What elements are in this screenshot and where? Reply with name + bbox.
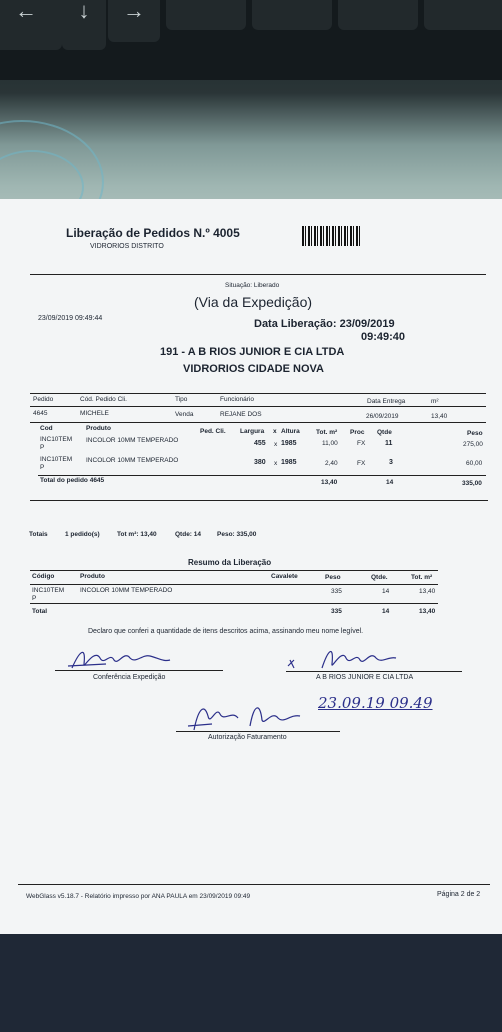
divider xyxy=(30,584,438,585)
items-col-cod: Cod xyxy=(40,425,53,432)
item-altura: 1985 xyxy=(281,459,297,466)
totals-label: Totais xyxy=(29,531,48,538)
signature-client xyxy=(284,640,404,674)
col-funcionario: Funcionário xyxy=(220,396,254,403)
document-title: Liberação de Pedidos N.º 4005 xyxy=(66,226,240,240)
signature-line xyxy=(55,670,223,671)
order-total-label: Total do pedido 4645 xyxy=(40,477,105,484)
resumo-col-qtde: Qtde. xyxy=(371,574,388,581)
autorizacao-label: Autorização Faturamento xyxy=(208,734,287,741)
resumo-col-cavalete: Cavalete xyxy=(271,573,298,580)
item-cod-cont: P xyxy=(40,464,45,471)
via-label: (Via da Expedição) xyxy=(194,294,313,310)
handwritten-date: 23.09.19 09.49 xyxy=(318,694,433,712)
resumo-qtde: 14 xyxy=(382,588,390,595)
arrow-left-icon: ← xyxy=(15,0,37,23)
keyboard-key xyxy=(108,0,160,42)
signature-conferencia xyxy=(66,642,176,672)
item-qtde: 11 xyxy=(385,440,393,447)
divider xyxy=(30,603,438,604)
signature-line xyxy=(176,731,340,732)
order-total-qtde: 14 xyxy=(386,479,394,486)
totals-m2: Tot m²: 13,40 xyxy=(117,531,157,538)
client-name: 191 - A B RIOS JUNIOR E CIA LTDA xyxy=(160,346,345,358)
item-largura: 380 xyxy=(254,459,266,466)
data-liberacao: Data Liberação: 23/09/2019 xyxy=(254,318,395,330)
item-peso: 275,00 xyxy=(463,441,483,448)
divider xyxy=(30,406,486,407)
resumo-col-tot-m2: Tot. m² xyxy=(411,574,433,581)
resumo-title: Resumo da Liberação xyxy=(188,558,272,567)
barcode xyxy=(302,226,362,246)
resumo-col-produto: Produto xyxy=(80,573,105,580)
items-col-proc: Proc xyxy=(350,429,365,436)
item-x: x xyxy=(274,460,278,467)
items-col-qtde: Qtde xyxy=(377,429,392,436)
col-m2: m² xyxy=(431,398,439,405)
col-cod-pedido-cli: Cód. Pedido Cli. xyxy=(80,396,127,403)
resumo-total-m2: 13,40 xyxy=(419,608,436,615)
items-col-x: x xyxy=(273,428,277,435)
keyboard xyxy=(0,0,502,80)
resumo-col-codigo: Código xyxy=(32,573,55,580)
document-subtitle: VIDRORIOS DISTRITO xyxy=(90,243,164,250)
keyboard-key xyxy=(424,0,502,30)
keyboard-key xyxy=(252,0,332,30)
resumo-col-peso: Peso xyxy=(325,574,341,581)
resumo-total-label: Total xyxy=(32,608,48,615)
items-col-ped-cli: Ped. Cli. xyxy=(200,428,226,435)
totals-pedidos: 1 pedido(s) xyxy=(65,531,100,538)
col-pedido: Pedido xyxy=(33,396,54,403)
divider xyxy=(30,570,438,571)
resumo-codigo: INC10TEM xyxy=(32,587,65,594)
col-data-entrega: Data Entrega xyxy=(367,398,406,405)
divider xyxy=(30,422,486,423)
arrow-down-icon: ↓ xyxy=(78,0,90,23)
timestamp: 23/09/2019 09:49:44 xyxy=(38,315,103,322)
conferencia-label: Conferência Expedição xyxy=(93,674,166,681)
resumo-codigo-cont: P xyxy=(32,595,37,602)
signature-autorizacao xyxy=(180,696,310,734)
order-total-m2: 13,40 xyxy=(321,479,338,486)
items-col-altura: Altura xyxy=(281,428,300,435)
keyboard-key xyxy=(0,0,62,50)
item-largura: 455 xyxy=(254,440,266,447)
order-pedido: 4645 xyxy=(33,410,48,417)
item-tot-m2: 2,40 xyxy=(325,460,338,467)
hora-liberacao: 09:49:40 xyxy=(361,331,406,343)
keyboard-key xyxy=(166,0,246,30)
keyboard-key xyxy=(338,0,418,30)
divider xyxy=(38,475,486,476)
item-proc: FX xyxy=(357,440,366,447)
item-produto: INCOLOR 10MM TEMPERADO xyxy=(86,457,179,464)
item-x: x xyxy=(274,441,278,448)
signature-line xyxy=(286,671,462,672)
order-data-entrega: 26/09/2019 xyxy=(366,413,399,420)
client-signature-label: A B RIOS JUNIOR E CIA LTDA xyxy=(316,674,414,681)
client-branch: VIDRORIOS CIDADE NOVA xyxy=(183,363,324,375)
footer-page: Página 2 de 2 xyxy=(437,891,481,898)
divider xyxy=(30,274,486,275)
footer-left: WebGlass v5.18.7 - Relatório impresso por ANA PAULA em 23/09/2019 09:49 xyxy=(26,893,251,900)
arrow-right-icon: → xyxy=(123,0,145,23)
totals-peso: Peso: 335,00 xyxy=(217,531,257,538)
floor xyxy=(0,934,502,1032)
divider xyxy=(30,500,488,501)
situacao-label: Situação: Liberado xyxy=(225,282,280,289)
resumo-total-qtde: 14 xyxy=(382,608,390,615)
item-cod: INC10TEM xyxy=(40,436,73,443)
item-cod-cont: P xyxy=(40,444,45,451)
order-cod-cli: MICHELE xyxy=(80,410,109,417)
resumo-produto: INCOLOR 10MM TEMPERADO xyxy=(80,587,173,594)
col-tipo: Tipo xyxy=(175,396,188,403)
item-produto: INCOLOR 10MM TEMPERADO xyxy=(86,437,179,444)
items-col-largura: Largura xyxy=(240,428,265,435)
resumo-total-peso: 335 xyxy=(331,608,342,615)
item-cod: INC10TEM xyxy=(40,456,73,463)
resumo-tot-m2: 13,40 xyxy=(419,588,436,595)
item-tot-m2: 11,00 xyxy=(322,440,338,447)
divider xyxy=(18,884,490,885)
item-proc: FX xyxy=(357,460,366,467)
resumo-peso: 335 xyxy=(331,588,342,595)
divider xyxy=(30,393,486,394)
declaration-text: Declaro que conferi a quantidade de itens descritos acima, assinando meu nome legível. xyxy=(88,628,364,635)
item-altura: 1985 xyxy=(281,440,297,447)
items-col-peso: Peso xyxy=(467,430,483,437)
order-m2: 13,40 xyxy=(431,413,448,420)
keyboard-key xyxy=(62,0,106,50)
items-col-produto: Produto xyxy=(86,425,111,432)
totals-qtde: Qtde: 14 xyxy=(175,531,202,538)
order-funcionario: REJANE DOS xyxy=(220,411,262,418)
order-total-peso: 335,00 xyxy=(462,480,482,487)
order-tipo: Venda xyxy=(175,411,194,418)
items-col-tot-m2: Tot. m² xyxy=(316,429,338,436)
item-peso: 60,00 xyxy=(466,460,483,467)
item-qtde: 3 xyxy=(389,459,393,466)
